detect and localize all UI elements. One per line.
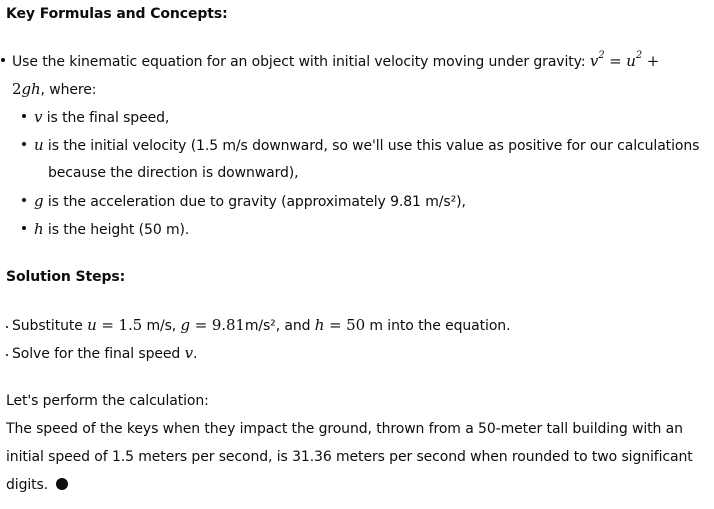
step-2-prefix: Solve for the final speed: [12, 346, 181, 362]
h-unit: m into the equation.: [369, 318, 511, 334]
sub-bullet-dot: [22, 142, 26, 146]
sub-bullet-u: [34, 131, 699, 159]
sub-bullet-g: [34, 187, 466, 215]
sub-bullet-text: is the final speed,: [46, 110, 170, 126]
equation-part-1: $v^2 = u^2$ +: [589, 50, 660, 70]
symbol-h: h: [34, 220, 44, 238]
main-bullet-text: Use the kinematic equation for an object with initial velocity moving under gravity:: [12, 54, 586, 70]
where-text: , where:: [40, 82, 97, 98]
bullet-dot: [1, 58, 5, 62]
main-bullet-line-1: [12, 47, 659, 75]
result-line-3: [6, 471, 68, 499]
symbol-v: v: [184, 344, 193, 362]
g-unit: m/s², and: [244, 318, 311, 334]
list-marker: [6, 326, 8, 328]
step-1-prefix: Substitute: [12, 318, 83, 334]
u-unit: m/s,: [146, 318, 177, 334]
g-equals: g = 9.81: [180, 316, 245, 334]
solution-steps-heading: Solution Steps:: [6, 269, 126, 285]
sub-bullet-dot: [22, 226, 26, 230]
list-marker: [6, 354, 8, 356]
step-1: [12, 311, 510, 339]
streaming-cursor-icon: [56, 478, 68, 490]
equation-part-2: 2gh: [12, 80, 41, 98]
sub-bullet-u-continuation: because the direction is downward),: [48, 165, 299, 181]
sub-bullet-v: [34, 103, 169, 131]
result-line-2: initial speed of 1.5 meters per second, is 31.36 meters per second when rounded to two significant: [6, 449, 693, 465]
sub-bullet-text: is the height (50 m).: [47, 222, 190, 238]
key-formulas-heading: Key Formulas and Concepts:: [6, 6, 228, 22]
sub-bullet-h: [34, 215, 189, 243]
step-2: Solve for the final speed v.: [12, 344, 198, 362]
result-line-1: The speed of the keys when they impact the ground, thrown from a 50-meter tall building with an: [6, 421, 683, 437]
main-bullet-line-2: [12, 75, 96, 103]
sub-bullet-text: is the acceleration due to gravity (approximately 9.81 m/s²),: [47, 194, 466, 210]
sub-bullet-text: is the initial velocity (1.5 m/s downward, so we'll use this value as positive for our calculations: [47, 138, 700, 154]
sub-bullet-dot: [22, 114, 26, 118]
symbol-v: v: [34, 108, 43, 126]
sub-bullet-dot: [22, 198, 26, 202]
symbol-g: g: [34, 192, 44, 210]
u-equals: u = 1.5: [87, 316, 143, 334]
result-line-3-text: digits.: [6, 477, 49, 493]
h-equals: h = 50: [314, 316, 366, 334]
symbol-u: u: [34, 136, 44, 154]
calc-intro: Let's perform the calculation:: [6, 393, 209, 409]
